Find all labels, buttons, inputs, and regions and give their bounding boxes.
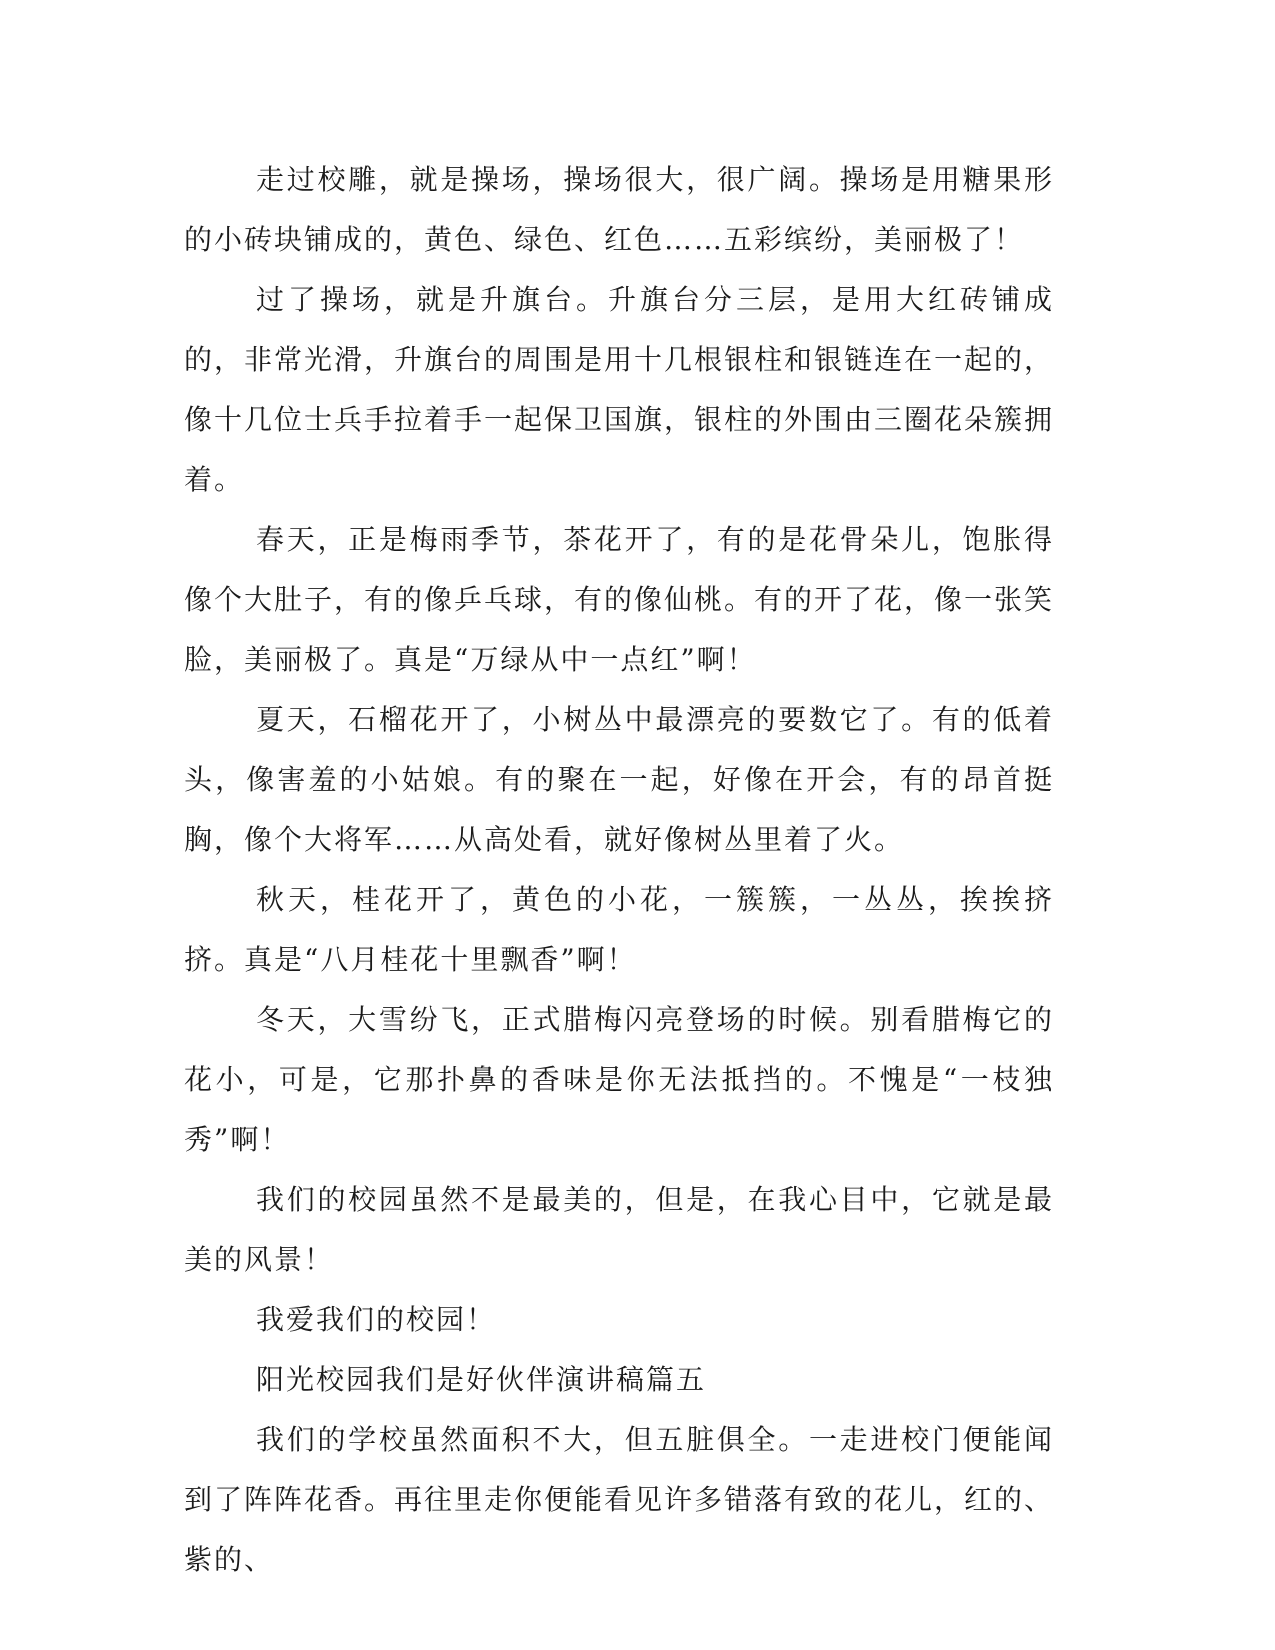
document-body xyxy=(184,150,1054,1590)
paragraph-love-campus: 我爱我们的校园！ xyxy=(256,1303,497,1336)
paragraph-conclusion: 我们的校园虽然不是最美的，但是，在我心目中，它就是最美的风景！ xyxy=(184,1183,1054,1276)
paragraph-winter: 冬天，大雪纷飞，正式腊梅闪亮登场的时候。别看腊梅它的花小，可是，它那扑鼻的香味是你无法抵挡的。不愧是“一枝独秀”啊！ xyxy=(184,1003,1054,1156)
paragraph-playground: 走过校雕，就是操场，操场很大，很广阔。操场是用糖果形的小砖块铺成的，黄色、绿色、红色……五彩缤纷，美丽极了！ xyxy=(184,163,1054,256)
paragraph-school-intro: 我们的学校虽然面积不大，但五脏俱全。一走进校门便能闻到了阵阵花香。再往里走你便能看见许多错落有致的花儿，红的、紫的、 xyxy=(184,1423,1055,1576)
paragraph-spring: 春天，正是梅雨季节，茶花开了，有的是花骨朵儿，饱胀得像个大肚子，有的像乒乓球，有的像仙桃。有的开了花，像一张笑脸，美丽极了。真是“万绿从中一点红”啊！ xyxy=(184,523,1055,676)
paragraph-autumn: 秋天，桂花开了，黄色的小花，一簇簇，一丛丛，挨挨挤挤。真是“八月桂花十里飘香”啊！ xyxy=(184,883,1054,976)
paragraph-flag-platform: 过了操场，就是升旗台。升旗台分三层，是用大红砖铺成的，非常光滑，升旗台的周围是用十几根银柱和银链连在一起的，像十几位士兵手拉着手一起保卫国旗，银柱的外围由三圈花朵簇拥着。 xyxy=(184,283,1055,496)
section-heading: 阳光校园我们是好伙伴演讲稿篇五 xyxy=(256,1363,707,1396)
paragraph-summer: 夏天，石榴花开了，小树丛中最漂亮的要数它了。有的低着头，像害羞的小姑娘。有的聚在一起，好像在开会，有的昂首挺胸，像个大将军……从高处看，就好像树丛里着了火。 xyxy=(184,703,1054,856)
